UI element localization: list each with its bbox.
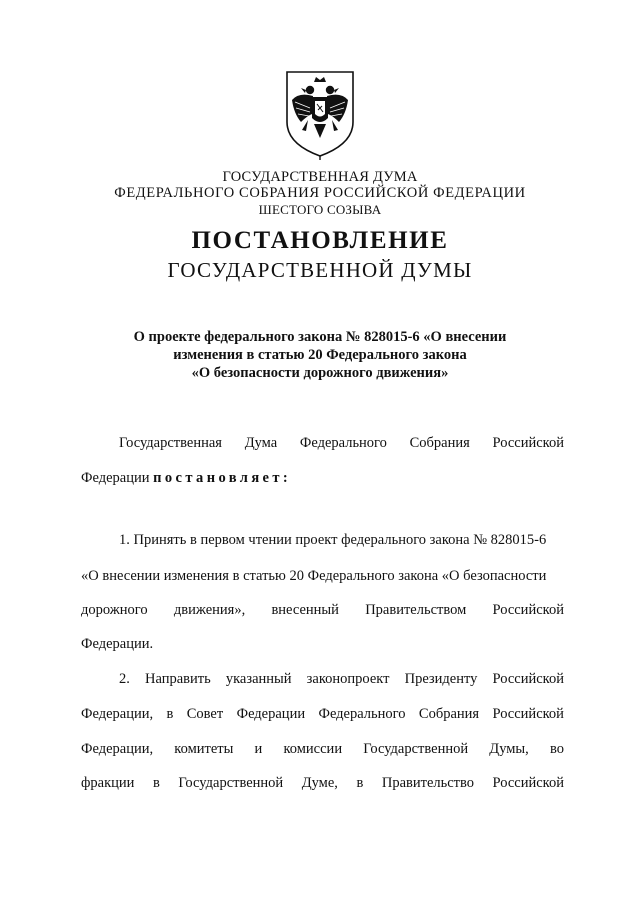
word: Собрания — [409, 435, 470, 451]
issuer-line-2: ФЕДЕРАЛЬНОГО СОБРАНИЯ РОССИЙСКОЙ ФЕДЕРАЦИИ — [114, 185, 526, 201]
word: Думе, — [301, 775, 338, 791]
word: Совет — [186, 706, 224, 722]
subject-line-3: «О безопасности дорожного движения» — [191, 365, 449, 381]
word: Федерального — [318, 706, 406, 722]
issuer-line-1: ГОСУДАРСТВЕННАЯ ДУМА — [222, 169, 418, 185]
word: в — [166, 706, 174, 722]
word: Федерального — [299, 435, 387, 451]
coat-of-arms-emblem — [283, 70, 357, 160]
word: Правительство — [381, 775, 474, 791]
word: Собрания — [418, 706, 480, 722]
word: Государственной — [363, 741, 469, 757]
word: Российской — [492, 602, 564, 618]
preamble-text: Федерации — [81, 470, 154, 486]
word: 2. — [119, 671, 130, 687]
word: в — [356, 775, 364, 791]
item1-line-1: 1. Принять в первом чтении проект федерального закона № 828015-6 — [119, 532, 547, 548]
item2-line-1 — [119, 672, 564, 687]
word: Думы, — [489, 741, 529, 757]
resolves-word: постановляет: — [153, 470, 292, 486]
word: движения», — [173, 602, 246, 618]
item1-line-3 — [81, 603, 564, 618]
word: Государственная — [119, 435, 222, 451]
word: Федерации, — [81, 706, 154, 722]
word: внесенный — [271, 602, 339, 618]
word: Российской — [492, 706, 564, 722]
item2-line-4 — [81, 776, 564, 791]
word: законопроект — [306, 671, 390, 687]
word: Федерации, — [81, 741, 154, 757]
word: указанный — [225, 671, 292, 687]
word: и — [254, 741, 263, 757]
subject-line-2: изменения в статью 20 Федерального закона — [173, 347, 467, 363]
item2-line-3 — [81, 742, 564, 757]
item2-line-2 — [81, 707, 564, 722]
preamble-line-2 — [81, 471, 291, 486]
word: Российской — [492, 775, 564, 791]
word: Правительством — [365, 602, 467, 618]
word: Государственной — [178, 775, 284, 791]
word: Федерации — [236, 706, 306, 722]
document-subtitle: ГОСУДАРСТВЕННОЙ ДУМЫ — [167, 258, 473, 282]
item1-line-2: «О внесении изменения в статью 20 Федерального закона «О безопасности — [81, 568, 547, 584]
convocation-line: ШЕСТОГО СОЗЫВА — [258, 202, 382, 217]
word: Дума — [244, 435, 278, 451]
word: в — [152, 775, 160, 791]
word: комитеты — [174, 741, 234, 757]
item1-line-4: Федерации. — [81, 636, 154, 652]
word: во — [549, 741, 564, 757]
word: фракции — [81, 775, 135, 791]
document-title: ПОСТАНОВЛЕНИЕ — [191, 227, 449, 254]
word: комиссии — [283, 741, 343, 757]
word: дорожного — [81, 602, 148, 618]
word: Российской — [492, 671, 564, 687]
preamble-line-1 — [119, 436, 564, 451]
word: Направить — [145, 671, 211, 687]
word: Российской — [492, 435, 564, 451]
subject-line-1: О проекте федерального закона № 828015-6 «О внесении — [133, 329, 507, 345]
word: Президенту — [404, 671, 478, 687]
